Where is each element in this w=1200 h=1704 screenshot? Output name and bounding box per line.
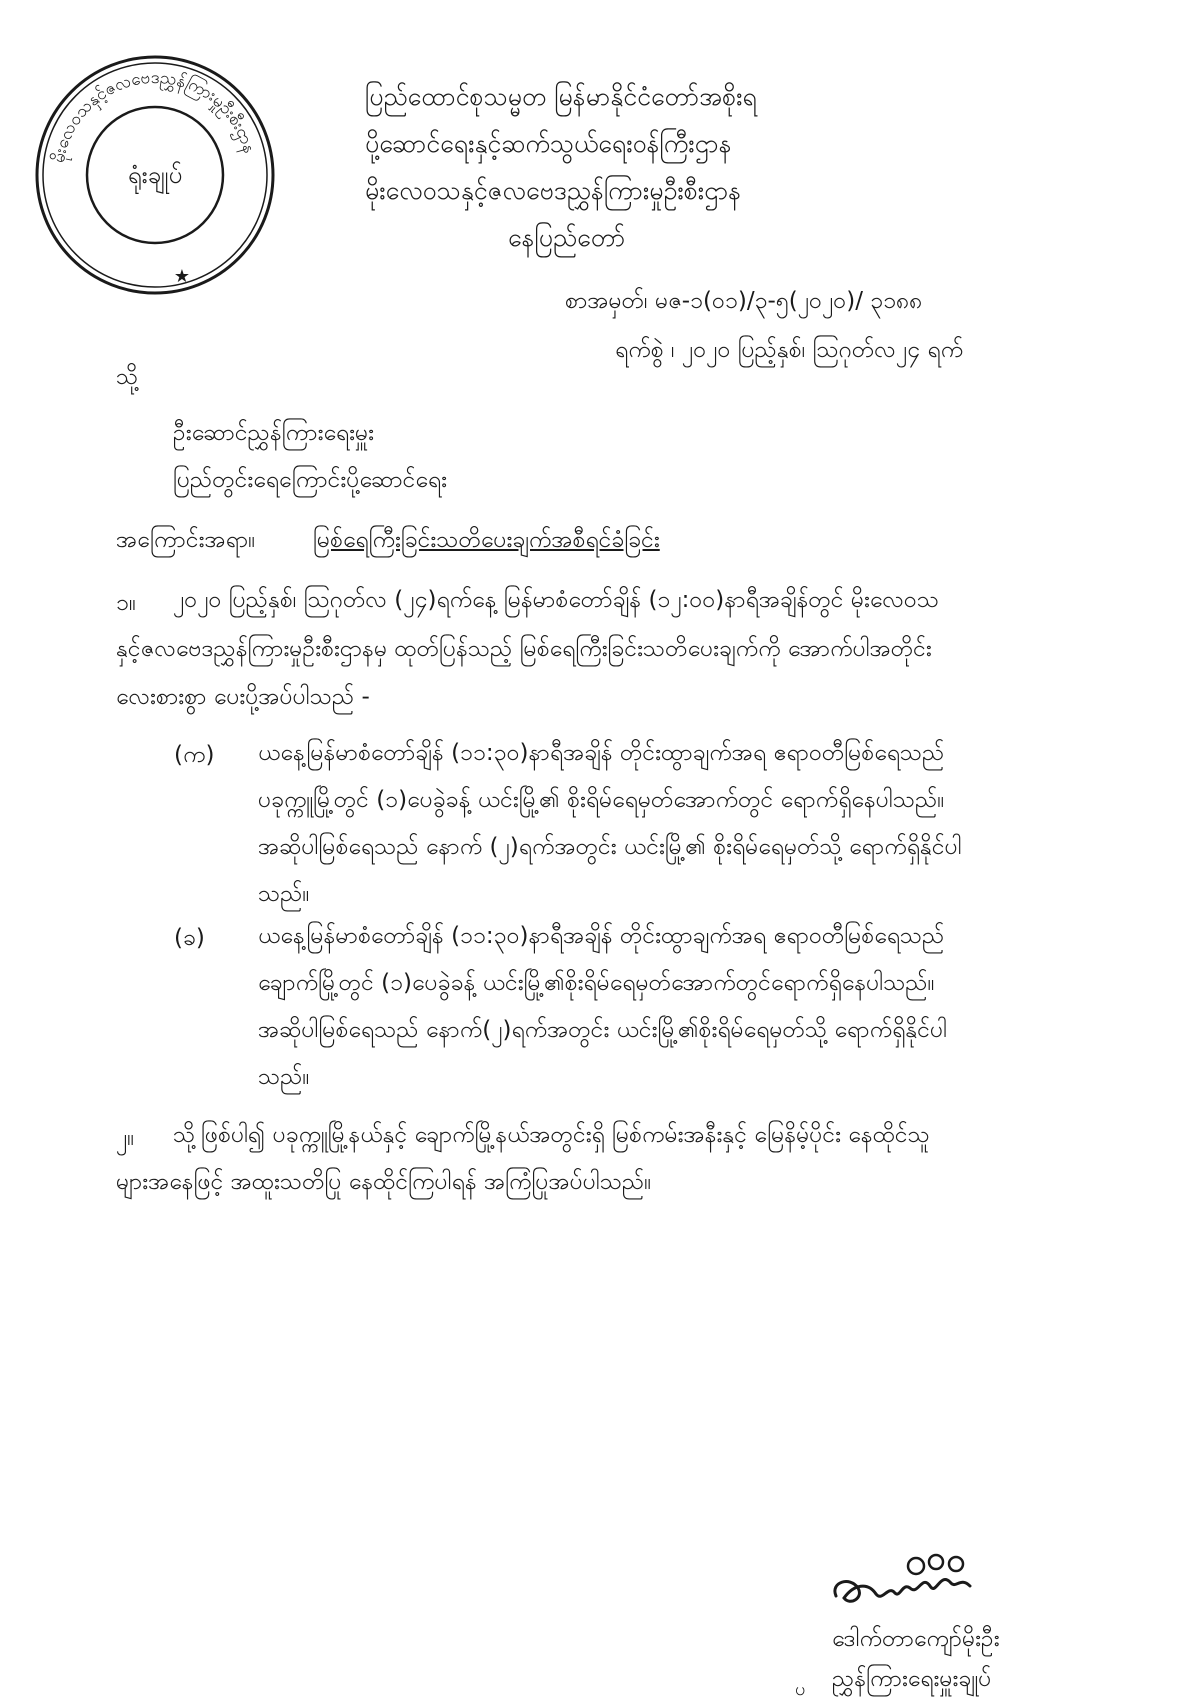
recipient-title: ဦးဆောင်ညွှန်ကြားရေးမှူး xyxy=(173,420,374,446)
item-2-line-4: သည်။ xyxy=(258,1064,310,1090)
item-2-line-3: အဆိုပါမြစ်ရေသည် နောက်(၂)ရက်အတွင်း ယင်းမြို့၏စိုးရိမ်ရေမှတ်သို့ ရောက်ရှိနိုင်ပါ xyxy=(258,1017,948,1043)
item-1-marker: (က) xyxy=(174,742,215,768)
subject-text: မြစ်ရေကြီးခြင်းသတိပေးချက်အစီရင်ခံခြင်း xyxy=(313,527,660,553)
header-ministry: ပို့ဆောင်ရေးနှင့်ဆက်သွယ်ရေးဝန်ကြီးဌာန xyxy=(365,129,732,158)
item-2-marker: (ခ) xyxy=(174,925,205,951)
item-1-line-3: အဆိုပါမြစ်ရေသည် နောက် (၂)ရက်အတွင်း ယင်းမြို့၏ စိုးရိမ်ရေမှတ်သို့ ရောက်ရှိနိုင်ပါ xyxy=(258,834,962,860)
header-location: နေပြည်တော် xyxy=(508,223,626,252)
paragraph-1-line-2: နှင့်ဇလဗေဒညွှန်ကြားမှုဦးစီးဌာနမှ ထုတ်ပြန်သည့် မြစ်ရေကြီးခြင်းသတိပေးချက်ကို အောက်ပါအတိုင်း xyxy=(116,636,932,662)
to-label: သို့ xyxy=(116,364,139,390)
paragraph-2-line-1: သို့ဖြစ်ပါ၍ ပခုက္ကူမြို့နယ်နှင့် ချောက်မြို့နယ်အတွင်းရှိ မြစ်ကမ်းအနီးနှင့် မြေနိမ့်ပိုင်း နေထိုင်သူ xyxy=(173,1122,930,1148)
star-icon: ★ xyxy=(173,266,191,287)
signatory-mark: ပ xyxy=(795,1679,806,1700)
signatory-title: ညွှန်ကြားရေးမှူးချုပ် xyxy=(832,1666,992,1692)
header-government: ပြည်ထောင်စုသမ္မတ မြန်မာနိုင်ငံတော်အစိုးရ xyxy=(365,82,757,111)
office-stamp xyxy=(30,50,280,300)
item-1-line-1: ယနေ့မြန်မာစံတော်ချိန် (၁၁:၃၀)နာရီအချိန် တိုင်းထွာချက်အရ ဧရာဝတီမြစ်ရေသည် xyxy=(258,740,945,766)
subject-label: အကြောင်းအရာ။ xyxy=(116,527,256,553)
item-1-line-2: ပခုက္ကူမြို့တွင် (၁)ပေခွဲခန့် ယင်းမြို့၏ စိုးရိမ်ရေမှတ်အောက်တွင် ရောက်ရှိနေပါသည်။ xyxy=(258,787,945,813)
letter-number: စာအမှတ်၊ မဇ-၁(၀၁)/၃-၅(၂၀၂၀)/ ၃၁၈၈ xyxy=(565,288,923,314)
paragraph-2-line-2: များအနေဖြင့် အထူးသတိပြု နေထိုင်ကြပါရန် အကြံပြုအပ်ပါသည်။ xyxy=(116,1169,652,1195)
paragraph-1-line-3: လေးစားစွာ ပေးပို့အပ်ပါသည် - xyxy=(116,684,370,710)
paragraph-2-number: ၂။ xyxy=(116,1125,135,1151)
stamp-ring-text: မိုးလေဝသနှင့်ဇလဗေဒညွှန်ကြားမှုဦးစီးဌာန xyxy=(48,67,260,165)
signatory-name: ဒေါက်တာကျော်မိုးဦး xyxy=(832,1626,1000,1652)
paragraph-1-line-1: ၂၀၂၀ ပြည့်နှစ်၊ ဩဂုတ်လ (၂၄)ရက်နေ့ မြန်မာစံတော်ချိန် (၁၂:၀၀)နာရီအချိန်တွင် မိုးလေဝသ xyxy=(173,587,940,613)
recipient-office: ပြည်တွင်းရေကြောင်းပို့ဆောင်ရေး xyxy=(173,467,447,493)
item-2-line-1: ယနေ့မြန်မာစံတော်ချိန် (၁၁:၃၀)နာရီအချိန် တိုင်းထွာချက်အရ ဧရာဝတီမြစ်ရေသည် xyxy=(258,923,945,949)
handwritten-signature xyxy=(828,1552,988,1614)
item-1-line-4: သည်။ xyxy=(258,881,310,907)
item-2-line-2: ချောက်မြို့တွင် (၁)ပေခွဲခန့် ယင်းမြို့၏စိုးရိမ်ရေမှတ်အောက်တွင်ရောက်ရှိနေပါသည်။ xyxy=(258,970,935,996)
stamp-center-text: ရုံးချုပ် xyxy=(127,161,183,189)
header-department: မိုးလေဝသနှင့်ဇလဗေဒညွှန်ကြားမှုဦးစီးဌာန xyxy=(365,176,742,205)
letter-date: ရက်စွဲ ၊ ၂၀၂၀ ပြည့်နှစ်၊ ဩဂုတ်လ၂၄ ရက် xyxy=(615,337,964,363)
paragraph-1-number: ၁။ xyxy=(116,590,136,616)
